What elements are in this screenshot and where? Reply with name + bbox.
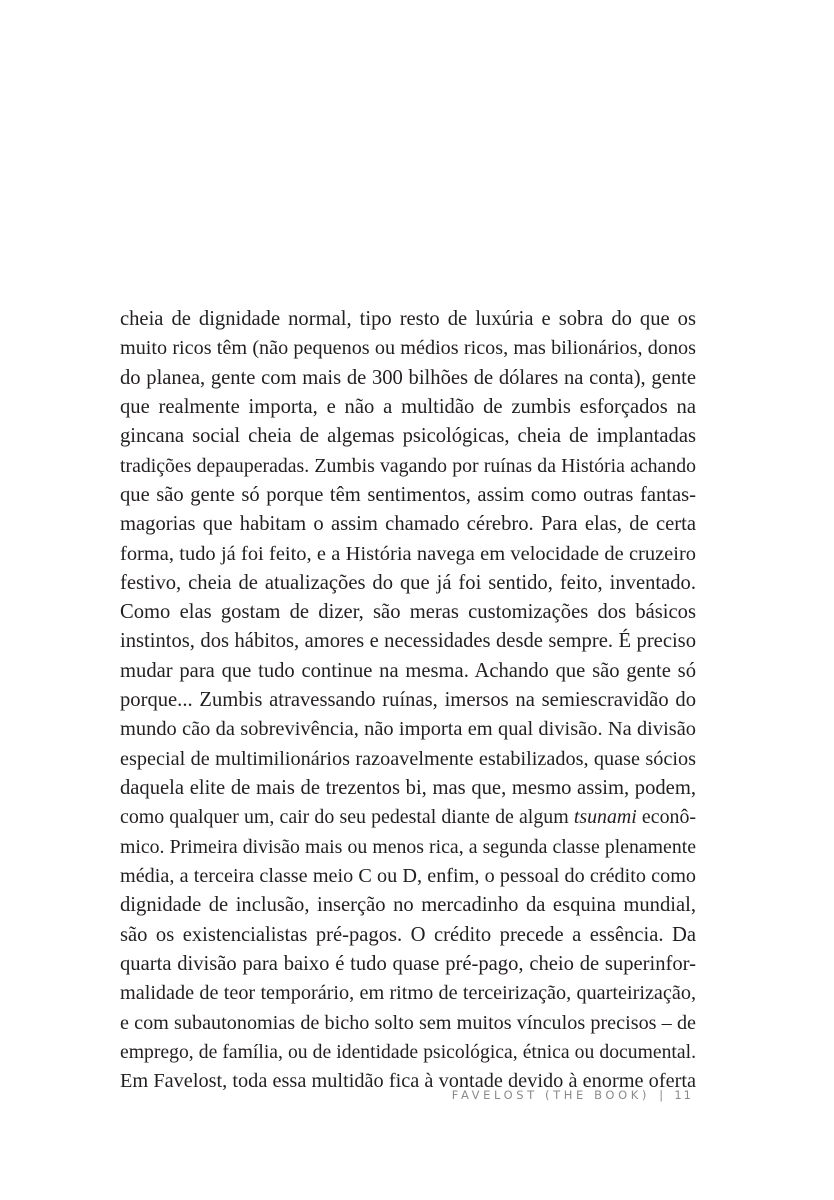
text-line: muito ricos têm (não pequenos ou médios ricos, mas bilionários, donos (120, 337, 696, 360)
text-line: Como elas gostam de dizer, são meras customizações dos básicos (120, 601, 696, 624)
running-footer (300, 1085, 693, 1105)
page-number: 11 (674, 1088, 693, 1102)
text-segment: econô- (636, 806, 697, 829)
text-line: mundo cão da sobrevivência, não importa em qual divisão. Na divisão (120, 718, 696, 741)
text-line: mudar para que tudo continue na mesma. Achando que são gente só (120, 659, 696, 682)
text-line: especial de multimilionários razoavelmente estabilizados, quase sócios (120, 747, 696, 770)
text-line: que realmente importa, e não a multidão de zumbis esforçados na (120, 395, 696, 418)
text-line: são os existencialistas pré-pagos. O crédito precede a essência. Da (120, 923, 696, 946)
text-line: daquela elite de mais de trezentos bi, mas que, mesmo assim, podem, (120, 777, 696, 799)
text-line: e com subautonomias de bicho solto sem muitos vínculos precisos – de (120, 1011, 696, 1034)
footer-separator: | (659, 1088, 664, 1102)
italic-word: tsunami (573, 806, 637, 829)
text-line: que são gente só porque têm sentimentos, assim como outras fantas- (120, 483, 696, 506)
text-line: cheia de dignidade normal, tipo resto de luxúria e sobra do que os (120, 308, 696, 330)
text-line: malidade de teor temporário, em ritmo de terceirização, quarteirização, (120, 982, 696, 1005)
text-line: instintos, dos hábitos, amores e necessidades desde sempre. É preciso (120, 630, 696, 653)
text-line: gincana social cheia de algemas psicológicas, cheia de implantadas (120, 425, 696, 448)
body-text (120, 305, 696, 1096)
text-line: do planea, gente com mais de 300 bilhões de dólares na conta), gente (120, 366, 696, 389)
text-line: média, a terceira classe meio C ou D, enfim, o pessoal do crédito como (120, 864, 696, 887)
text-line: festivo, cheia de atualizações do que já foi sentido, feito, inventado. (120, 571, 696, 594)
running-title: FAVELOST (THE BOOK) (451, 1088, 650, 1102)
text-line: quarta divisão para baixo é tudo quase pré-pago, cheio de superinfor- (120, 952, 696, 975)
text-line: magorias que habitam o assim chamado cérebro. Para elas, de certa (120, 513, 696, 536)
text-line: emprego, de família, ou de identidade psicológica, étnica ou documental. (120, 1040, 696, 1063)
text-segment: como qualquer um, cair do seu pedestal diante de algum (120, 806, 574, 829)
text-line: mico. Primeira divisão mais ou menos rica, a segunda classe plenamente (120, 835, 696, 858)
text-line: dignidade de inclusão, inserção no mercadinho da esquina mundial, (120, 894, 696, 917)
text-line-with-italic (120, 803, 696, 832)
text-line: porque... Zumbis atravessando ruínas, imersos na semiescravidão do (120, 689, 696, 712)
text-line: forma, tudo já foi feito, e a História navega em velocidade de cruzeiro (120, 542, 696, 565)
text-line: Em Favelost, toda essa multidão fica à vontade devido à enorme oferta (120, 1070, 696, 1093)
text-line: tradições depauperadas. Zumbis vagando por ruínas da História achando (120, 454, 696, 477)
